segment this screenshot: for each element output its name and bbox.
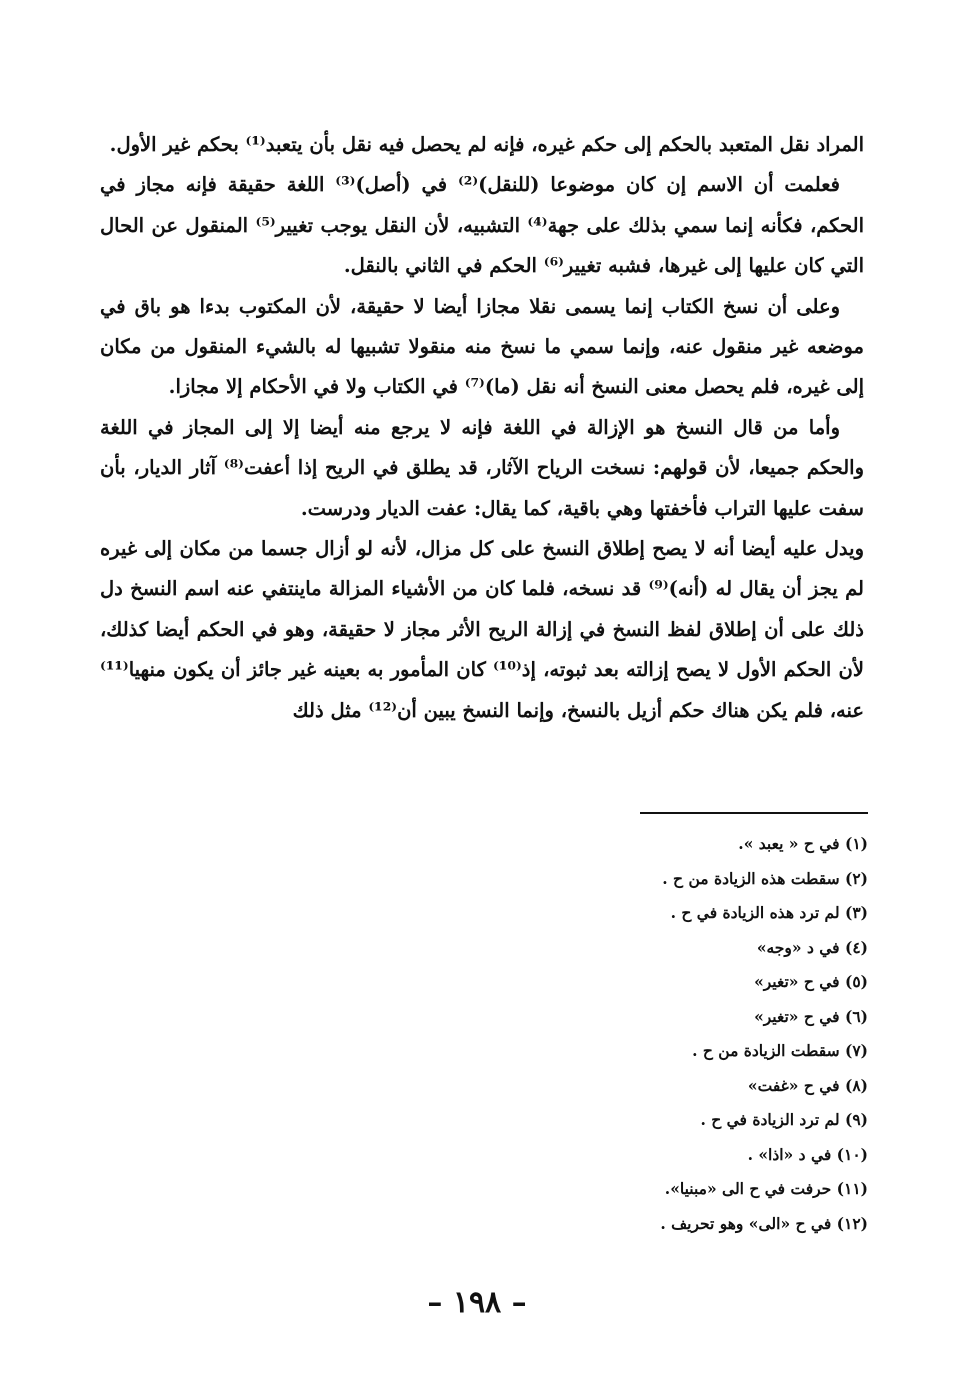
footnote-10: (١٠) في د «اذا» .	[747, 1144, 868, 1164]
footnote-8: (٨) في ح «غفت»	[747, 1075, 868, 1095]
main-text	[100, 125, 864, 731]
footnote-3: (٣) لم ترد هذه الزيادة في ح .	[670, 903, 868, 922]
footnote-2: (٢) سقطت هذه الزيادة من ح .	[662, 868, 868, 888]
footnote-6: (٦) في ح «تغير»	[754, 1006, 868, 1026]
footnote-5: (٥) في ح «تغير»	[754, 972, 868, 991]
paragraph-3: وعلى أن نسخ الكتاب إنما يسمى نقلا مجازا أيضا لا حقيقة، لأن المكتوب بدءا هو باق في موضعه غير منقول عنه، وإنما سمي ما نسخ منه منقولا تشبيها له بالشيء المنقول من مكان إلى غيره، فلم يحصل معنى النسخ أنه نقل (ما)⁽⁷⁾ في الكتاب ولا في الأحكام إلا مجازا.	[100, 294, 864, 399]
footnote-7: (٧) سقطت الزيادة من ح .	[692, 1041, 868, 1060]
paragraph-5: ويدل عليه أيضا أنه لا يصح إطلاق النسخ على كل مزال، لأنه لو أزال جسما من مكان إلى غيره لم يجز أن يقال له (أنه)⁽⁹⁾ قد نسخه، فلما كان من الأشياء المزالة ماينتفي عنه اسم النسخ دل ذلك على أن إطلاق لفظ النسخ في إزالة الريح الأثر مجاز لا حقيقة، وهو في الحكم أيضا كذلك، لأن الحكم الأول لا يصح إزالته بعد ثبوته، إذ⁽¹⁰⁾ كان المأمور به بعينه غير جائز أن يكون منهيا⁽¹¹⁾ عنه، فلم يكن هناك حكم أزيل بالنسخ، وإنما النسخ يبين أن⁽¹²⁾ مثل ذلك	[100, 537, 864, 722]
footnotes	[100, 827, 868, 1241]
footnote-4: (٤) في د «وجه»	[756, 937, 868, 957]
page-number: – ١٩٨ –	[427, 1285, 527, 1320]
footnote-1: (١) في ح « يعبد ».	[738, 834, 868, 853]
footnote-11: (١١) حرفت في ح الى «مبنيا».	[664, 1179, 868, 1198]
paragraph-4: وأما من قال النسخ هو الإزالة في اللغة فإنه لا يرجع منه أيضا إلا إلى المجاز في اللغة والحكم جميعا، لأن قولهم: نسخت الرياح الآثار، قد يطلق في الريح إذا أعفت⁽⁸⁾ آثار الديار، بأن سفت عليها التراب فأخفتها وهي باقية، كما يقال: عفت الديار ودرست.	[100, 415, 865, 520]
paragraph-2: فعلمت أن الاسم إن كان موضوعا (للنقل)⁽²⁾ في (أصل)⁽³⁾ اللغة حقيقة فإنه مجاز في الحكم، فكأنه إنما سمي بذلك على جهة⁽⁴⁾ التشبيه، لأن النقل يوجب تغيير⁽⁵⁾ المنقول عن الحال التي كان عليها إلى غيرها، فشبه تغيير⁽⁶⁾ الحكم في الثاني بالنقل.	[100, 173, 864, 278]
paragraph-1: المراد نقل المتعبد بالحكم إلى حكم غيره، فإنه لم يحصل فيه نقل بأن يتعبد⁽¹⁾ بحكم غير الأول.	[109, 133, 864, 156]
footnote-12: (١٢) في ح «الى» وهو تحريف .	[660, 1213, 868, 1233]
footnote-9: (٩) لم ترد الزيادة في ح .	[700, 1110, 868, 1129]
footnote-separator	[640, 812, 868, 814]
